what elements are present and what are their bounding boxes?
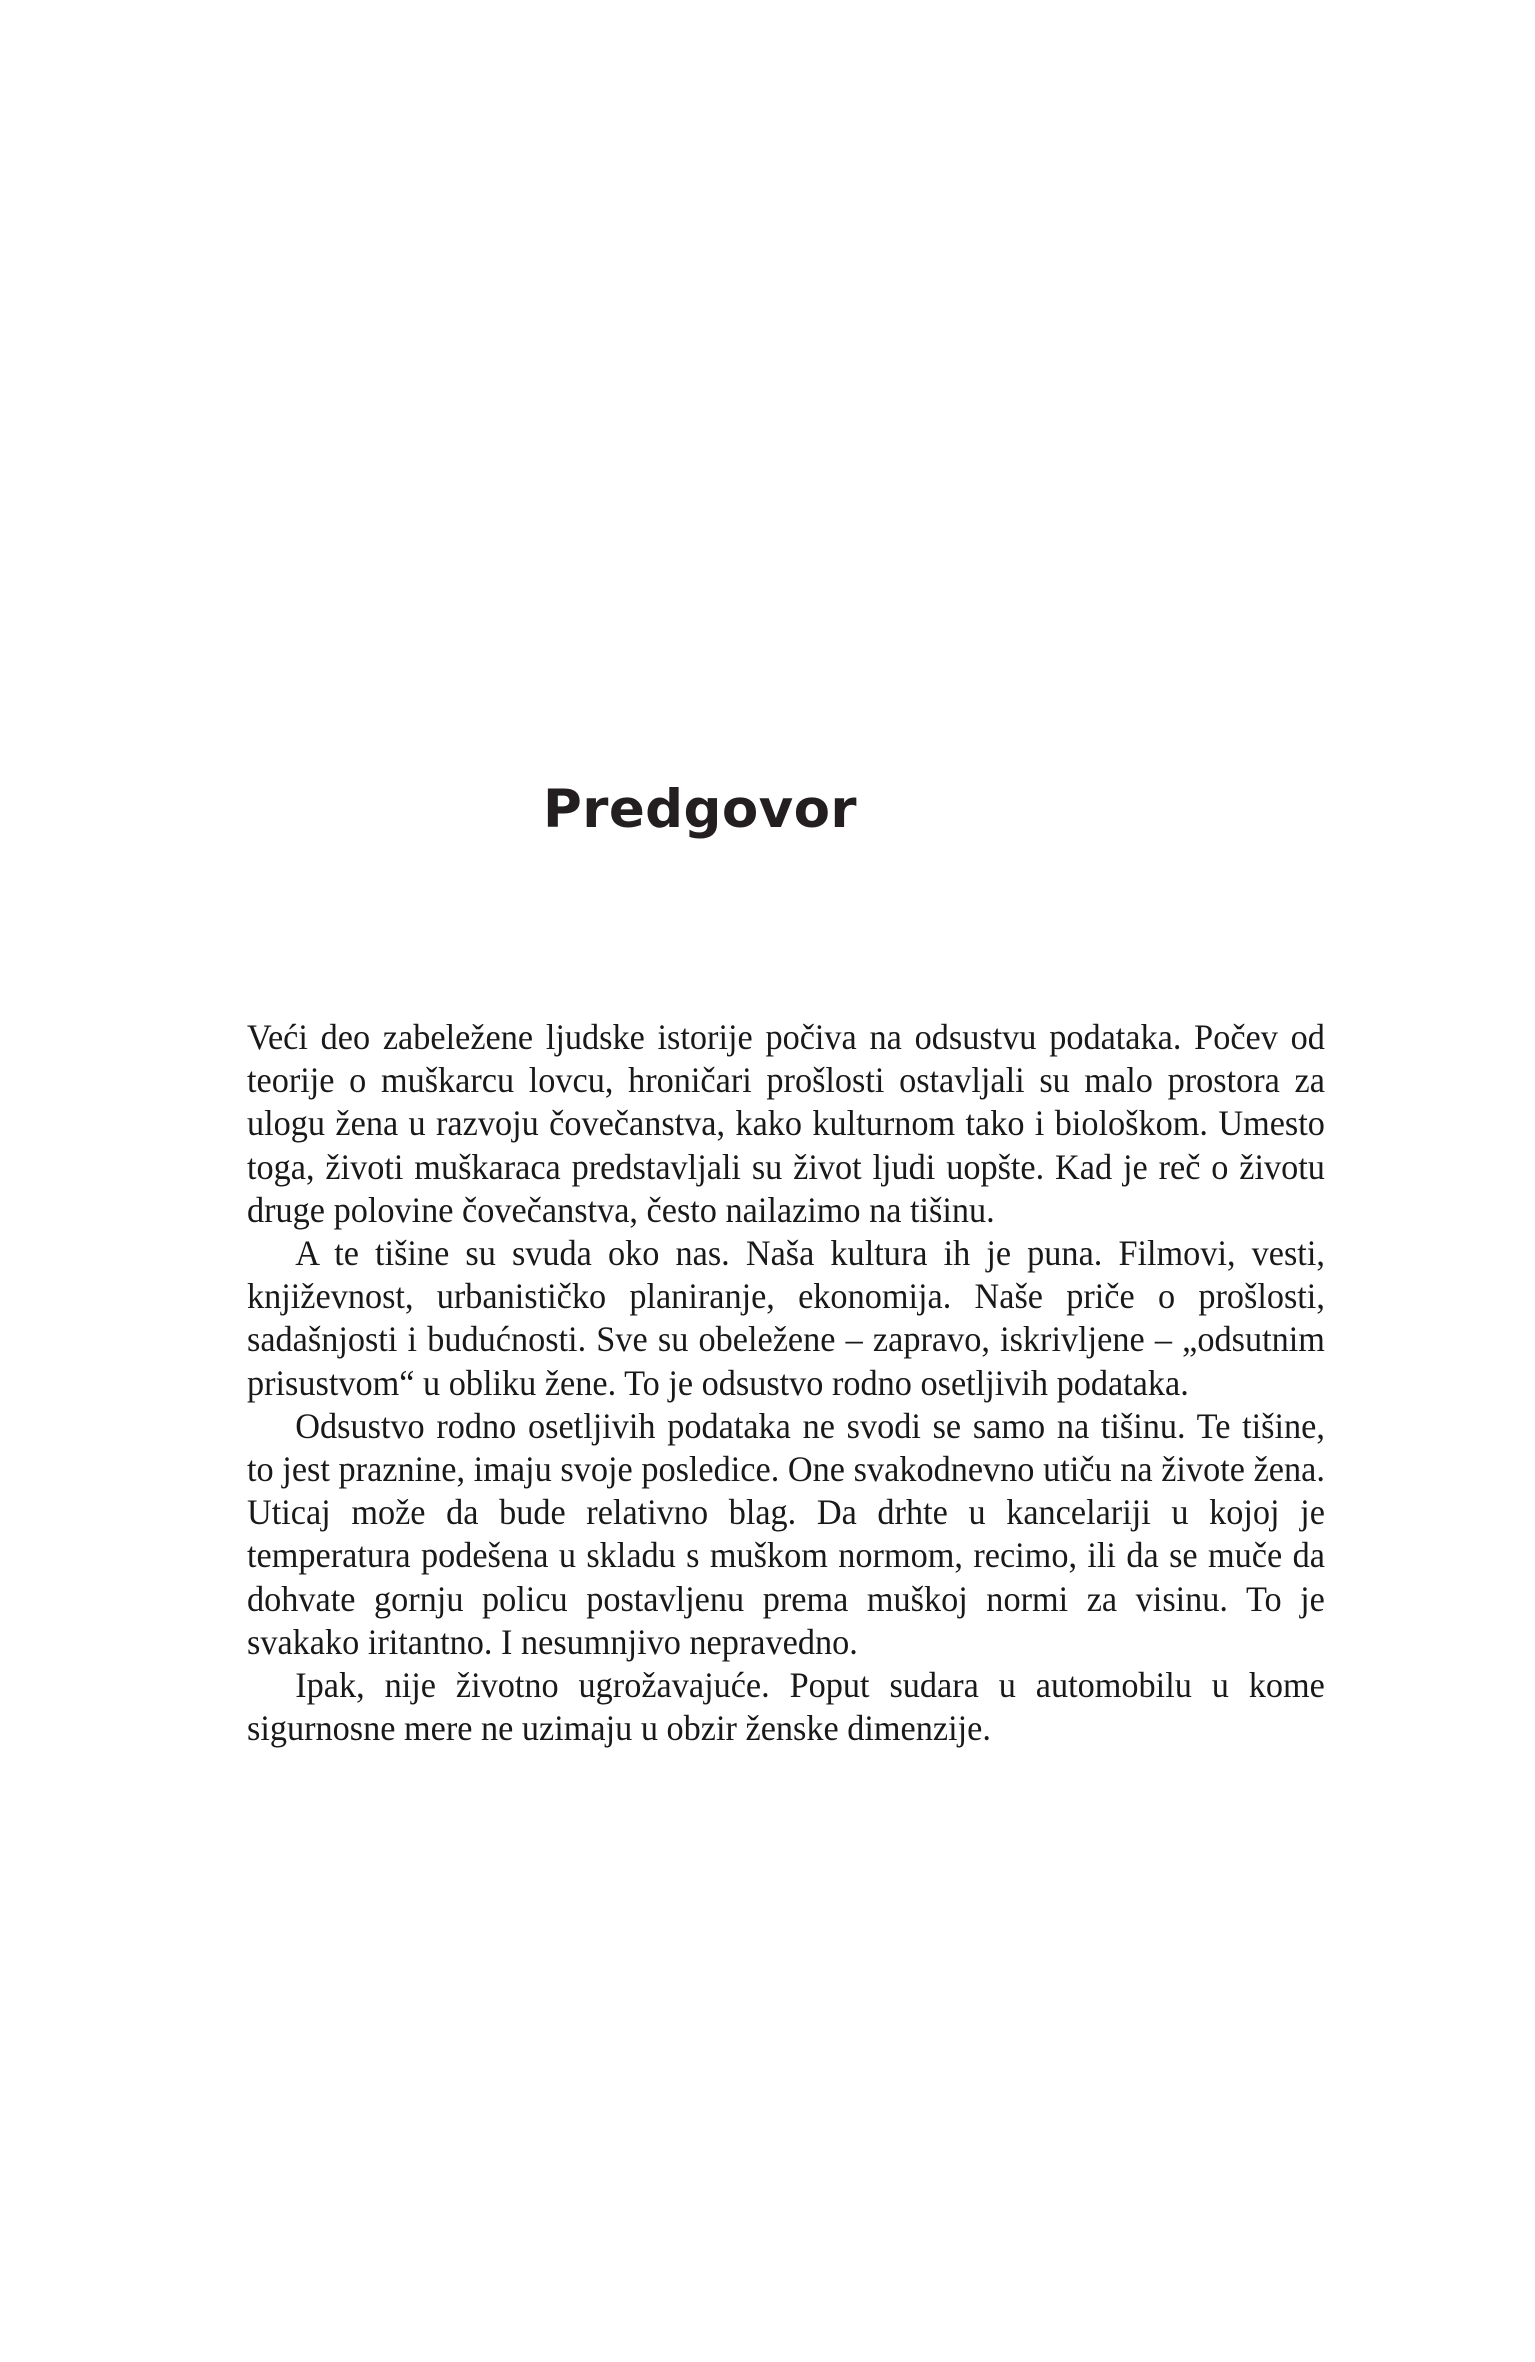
body-text-block bbox=[247, 1016, 1364, 1750]
paragraph: Odsustvo rodno osetljivih podataka ne svodi se samo na tišinu. Te tišine, to jest praznine, imaju svoje posledice. One svakodnevno utiču na živote žena. Uticaj može da bude relativno blag. Da drhte u kancelariji u kojoj je temperatura podešena u skladu s muškom normom, recimo, ili da se muče da dohvate gornju policu postavljenu prema muškoj normi za visinu. To je svakako iritantno. I nesumnjivo nepravedno. bbox=[247, 1405, 1325, 1662]
paragraph: A te tišine su svuda oko nas. Naša kultura ih je puna. Filmovi, vesti, književnost, urbanističko planiranje, ekonomija. Naše priče o prošlosti, sadašnjosti i budućnosti. Sve su obeležene – zapravo, iskrivljene – „odsutnim prisustvom“ u obliku žene. To je odsustvo rodno osetljivih podataka. bbox=[247, 1233, 1325, 1403]
paragraph: Veći deo zabeležene ljudske istorije počiva na odsustvu podataka. Počev od teorije o muškarcu lovcu, hroničari prošlosti ostavljali su malo prostora za ulogu žena u razvoju čovečanstva, kako kulturnom tako i biološkom. Umesto toga, životi muškaraca predstavljali su život ljudi uopšte. Kad je reč o životu druge polovine čovečanstva, često nailazimo na tišinu. bbox=[247, 1017, 1325, 1230]
page-title: Predgovor bbox=[543, 778, 857, 840]
paragraph: Ipak, nije životno ugrožavajuće. Poput sudara u automobilu u kome sigurnosne mere ne uzimaju u obzir ženske dimenzije. bbox=[247, 1665, 1325, 1749]
